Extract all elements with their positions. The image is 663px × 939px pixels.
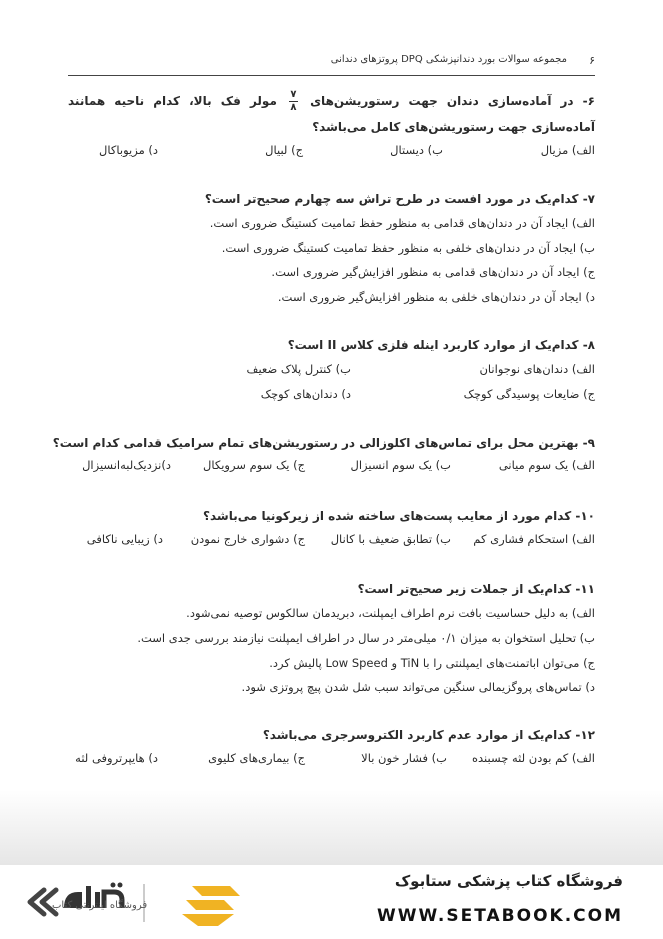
fraction-numerator: ۷: [290, 89, 297, 100]
q7-option-a: الف) ایجاد آن در دندان‌های قدامی به منظور حفظ تمامیت کستینگ ضروری است.: [209, 216, 595, 230]
q11-option-d: د) تماس‌های پروگزیمالی سنگین می‌تواند سبب شل شدن پیچ پروتزی شود.: [241, 680, 595, 694]
question-6-text-end: مولر فک بالا، کدام ناحیه همانند آماده‌سازی جهت رستوریشن‌های کامل می‌باشد؟: [68, 94, 595, 134]
q12-option-a: الف) کم بودن لثه چسبنده: [471, 751, 595, 765]
store-title: فروشگاه کتاب پزشکی ستابوک: [394, 872, 623, 890]
q9-option-d: د)نزدیک‌لبه‌انسیزال: [82, 458, 171, 472]
q7-option-c: ج) ایجاد آن در دندان‌های قدامی به منظور افزایش‌گیر ضروری است.: [271, 265, 595, 279]
question-9: ۹- بهترین محل برای تماس‌های اکلوزالی در رستوریشن‌های تمام سرامیک قدامی کدام است؟: [52, 436, 595, 450]
q8-option-a: الف) دندان‌های نوجوانان: [479, 362, 595, 376]
q9-option-b: ب) یک سوم انسیزال: [350, 458, 451, 472]
q8-option-d: د) دندان‌های کوچک: [260, 387, 351, 401]
header-rule: [68, 75, 595, 76]
question-12: ۱۲- کدام‌یک از موارد عدم کاربرد الکتروسرجری می‌باشد؟: [262, 728, 595, 742]
q7-option-d: د) ایجاد آن در دندان‌های خلفی به منظور افزایش‌گیر ضروری است.: [277, 290, 595, 304]
fraction: [289, 90, 298, 113]
question-10: ۱۰- کدام مورد از معایب پست‌های ساخته شده از زیرکونیا می‌باشد؟: [203, 509, 595, 523]
fraction-denominator: ۸: [290, 102, 297, 113]
q10-option-c: ج) دشواری خارج نمودن: [190, 532, 305, 546]
q8-option-c: ج) ضایعات پوسیدگی کوچک: [463, 387, 595, 401]
question-6: [68, 88, 595, 140]
q12-option-b: ب) فشار خون بالا: [361, 751, 447, 765]
q10-option-b: ب) تطابق ضعیف با کانال: [330, 532, 451, 546]
q11-option-a: الف) به دلیل حساسیت بافت نرم اطراف ایمپلنت، دبریدمان سالکوس توصیه نمی‌شود.: [186, 606, 595, 620]
q10-option-a: الف) استحکام فشاری کم: [473, 532, 595, 546]
q12-option-d: د) هایپرتروفی لثه: [75, 751, 158, 765]
q11-option-c: ج) می‌توان اباتمنت‌های ایمپلنتی را با TiN و Low Speed پالیش کرد.: [269, 656, 595, 670]
q10-option-d: د) زیبایی ناکافی: [86, 532, 163, 546]
logo-subtitle: فروشگاه اینترنتی کتاب: [52, 900, 148, 911]
question-11: ۱۱- کدام‌یک از جملات زیر صحیح‌تر است؟: [357, 582, 595, 596]
header-title: مجموعه سوالات بورد دندانپزشکی DPQ پروتزهای دندانی: [330, 54, 567, 65]
q11-option-b: ب) تحلیل استخوان به میزان ۰/۱ میلی‌متر در سال در اطراف ایمپلنت نیازمند بررسی جدی است.: [137, 631, 595, 645]
q6-option-b: ب) دیستال: [390, 143, 443, 157]
q6-option-d: د) مزیوباکال: [99, 143, 158, 157]
footer-fade: [0, 790, 663, 865]
page-number: ۶: [589, 54, 595, 67]
store-url-link[interactable]: WWW.SETABOOK.COM: [377, 906, 623, 926]
running-header: [68, 52, 595, 72]
q9-option-a: الف) یک سوم میانی: [498, 458, 595, 472]
q8-option-b: ب) کنترل پلاک ضعیف: [246, 362, 351, 376]
q12-option-c: ج) بیماری‌های کلیوی: [208, 751, 305, 765]
q6-option-a: الف) مزیال: [540, 143, 595, 157]
q9-option-c: ج) یک سوم سرویکال: [202, 458, 305, 472]
question-7: ۷- کدام‌یک در مورد افست در طرح تراش سه چهارم صحیح‌تر است؟: [204, 192, 595, 206]
question-6-text-start: ۶- در آماده‌سازی دندان جهت رستوریشن‌های: [310, 94, 595, 108]
q6-option-c: ج) لبیال: [265, 143, 303, 157]
q7-option-b: ب) ایجاد آن در دندان‌های خلفی به منظور حفظ تمامیت کستینگ ضروری است.: [221, 241, 595, 255]
question-8: ۸- کدام‌یک از موارد کاربرد اینله فلزی کلاس II است؟: [287, 338, 595, 352]
